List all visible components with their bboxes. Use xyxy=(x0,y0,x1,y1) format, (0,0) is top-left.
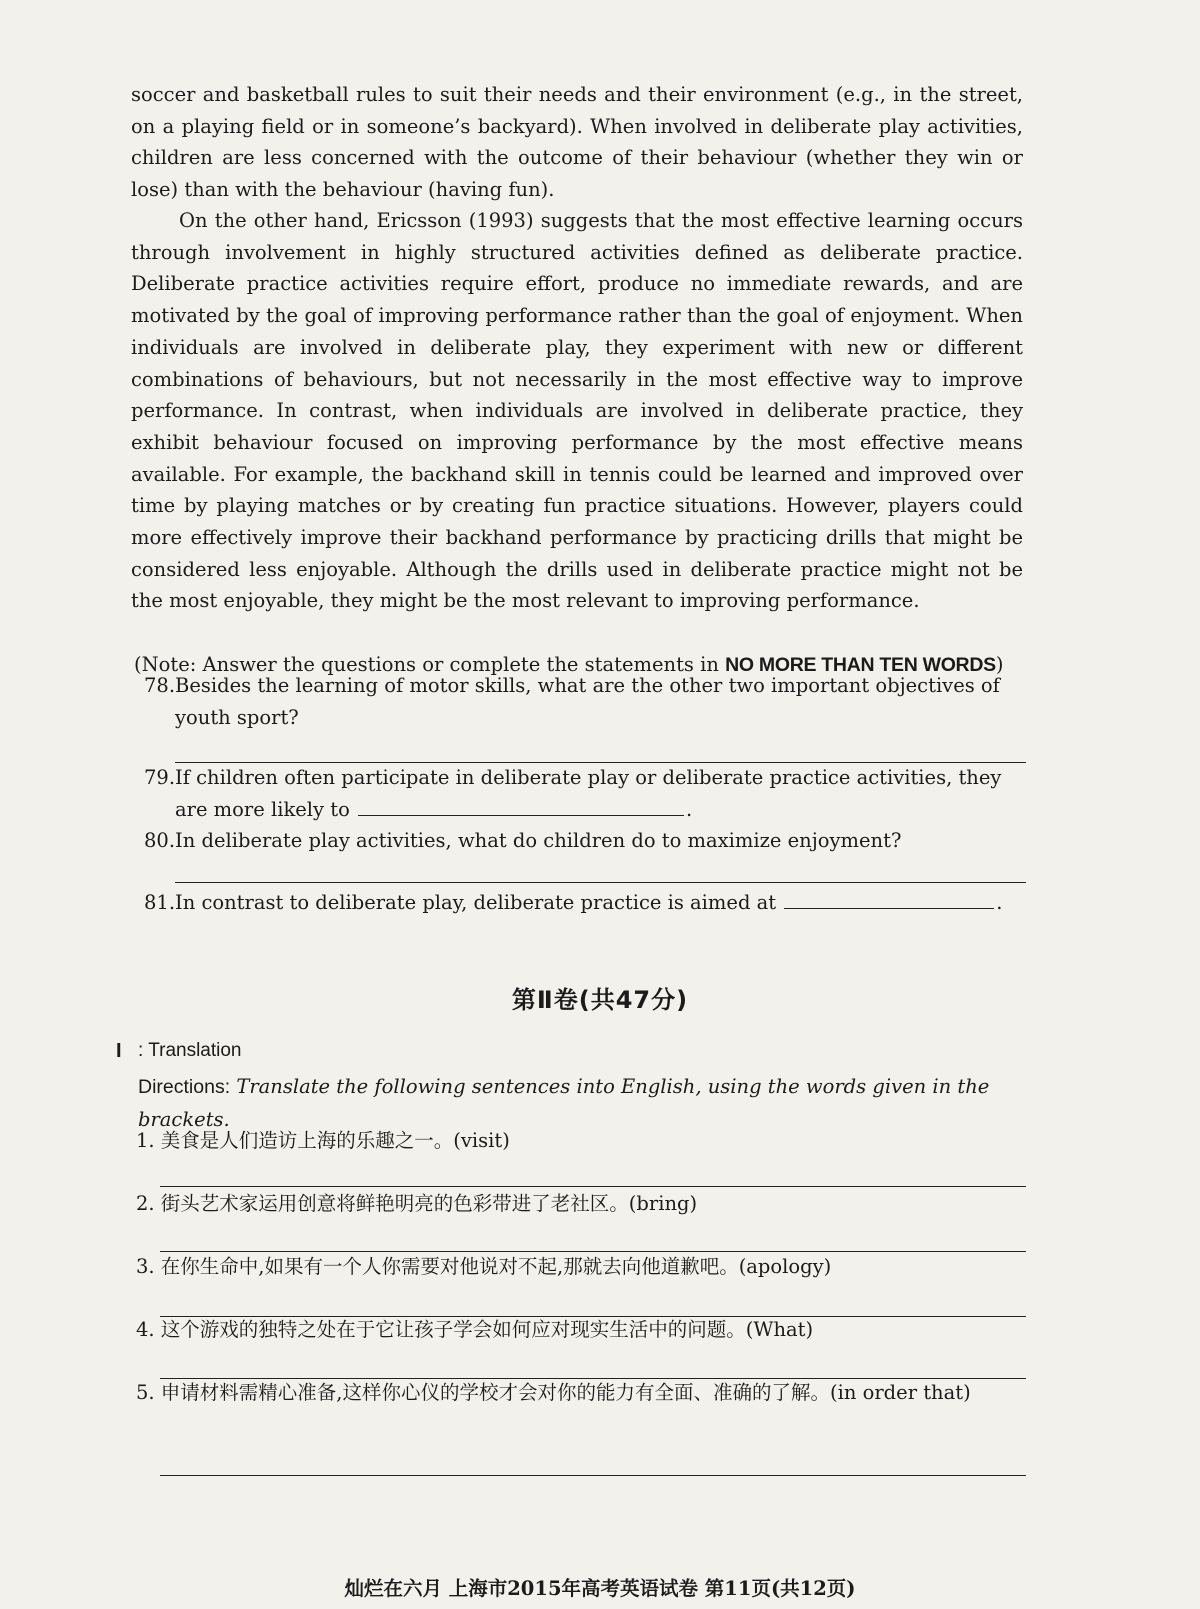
answer-line-80[interactable] xyxy=(175,882,1026,883)
answer-note: (Note: Answer the questions or complete the statements in NO MORE THAN TEN WORDS) xyxy=(134,653,1004,676)
section-roman-numeral: I xyxy=(116,1040,122,1062)
directions-text: Translate the following sentences into English, using the words given in the brackets. xyxy=(138,1075,990,1131)
translation-heading: : Translation xyxy=(138,1040,242,1061)
question-79: 79. If children often participate in deliberate play or deliberate practice activities, they are more likely to . xyxy=(0,762,1200,828)
translation-item-1: 1. 美食是人们造访上海的乐趣之一。(visit) xyxy=(136,1129,510,1152)
translation-item-3: 3. 在你生命中,如果有一个人你需要对他说对不起,那就去向他道歉吧。(apology) xyxy=(136,1255,832,1278)
page-footer: 灿烂在六月 上海市2015年高考英语试卷 第11页(共12页) xyxy=(344,1577,856,1600)
question-number: 81. xyxy=(144,891,176,914)
question-number: 78. xyxy=(144,674,176,697)
question-text: Besides the learning of motor skills, what are the other two important objectives of youth sport? xyxy=(175,674,1000,729)
passage-paragraph-2: On the other hand, Ericsson (1993) suggests that the most effective learning occurs through involvement in highly structured activities defined as deliberate practice. Deliberate practice activities require effort, produce no immediate rewards, and are motivated by the goal of improving performance rather than the goal of enjoyment. When individuals are involved in deliberate play, they experiment with new or different combinations of behaviours, but not necessarily in the most effective way to improve performance. In contrast, when individuals are involved in deliberate practice, they exhibit behaviour focused on improving performance by the most effective means available. For example, the backhand skill in tennis could be learned and improved over time by playing matches or by creating fun practice situations. However, players could more effectively improve their backhand performance by practicing drills that might be considered less enjoyable. Although the drills used in deliberate practice might not be the most enjoyable, they might be the most relevant to improving performance. xyxy=(131,209,1023,613)
passage-paragraph-1: soccer and basketball rules to suit their needs and their environment (e.g., in the street, on a playing field or in someone’s backyard). When involved in deliberate play activities, children are less concerned with the outcome of their behaviour (whether they win or lose) than with the behaviour (having fun). xyxy=(131,83,1023,202)
question-text: In contrast to deliberate play, deliberate practice is aimed at xyxy=(175,891,777,914)
translation-item-2: 2. 街头艺术家运用创意将鲜艳明亮的色彩带进了老社区。(bring) xyxy=(136,1192,698,1215)
translation-item-4: 4. 这个游戏的独特之处在于它让孩子学会如何应对现实生活中的问题。(What) xyxy=(136,1318,814,1341)
section-title: 第Ⅱ卷(共47分) xyxy=(511,986,689,1014)
question-text: In deliberate play activities, what do children do to maximize enjoyment? xyxy=(175,829,902,852)
question-78 xyxy=(0,670,1200,760)
answer-line-t5[interactable] xyxy=(160,1475,1026,1476)
answer-line-t1[interactable] xyxy=(160,1186,1026,1187)
question-number: 79. xyxy=(144,766,176,789)
word-limit-emphasis: NO MORE THAN TEN WORDS xyxy=(725,654,996,676)
answer-blank-81[interactable] xyxy=(784,888,994,909)
translation-item-5: 5. 申请材料需精心准备,这样你心仪的学校才会对你的能力有全面、准确的了解。(in order that) xyxy=(136,1381,971,1404)
question-number: 80. xyxy=(144,829,176,852)
question-80 xyxy=(0,825,1200,865)
directions-label: Directions: xyxy=(138,1076,231,1098)
question-81: 81. In contrast to deliberate play, deliberate practice is aimed at . xyxy=(0,887,1200,923)
question-text: If children often participate in deliberate play or deliberate practice activities, they are more likely to xyxy=(175,766,1002,821)
answer-blank-79[interactable] xyxy=(358,795,684,816)
